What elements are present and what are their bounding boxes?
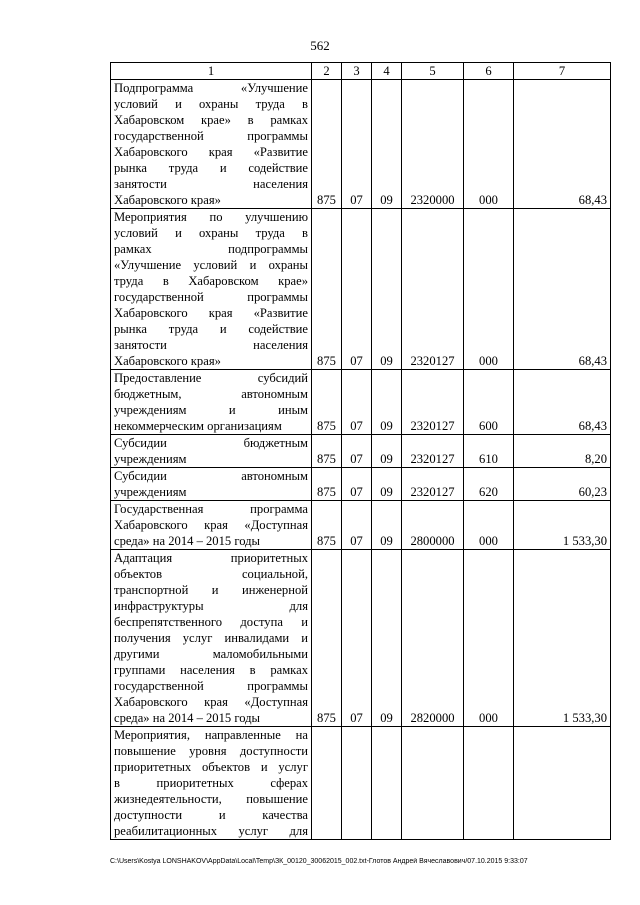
item-name-line: условий и охраны труда в (114, 97, 308, 111)
item-name-cell (111, 370, 312, 435)
ministry-code-cell: 875 (312, 80, 342, 209)
section-code-cell: 07 (342, 370, 372, 435)
item-name-line: Хабаровском крае» в рамках (114, 113, 308, 127)
ministry-code-cell: 875 (312, 435, 342, 468)
target-article-cell: 2320127 (402, 209, 464, 370)
item-name-line: транспортной и инженерной (114, 583, 308, 597)
item-name-line: Хабаровского края «Развитие (114, 306, 308, 320)
table-row (111, 435, 611, 468)
item-name-line: другими маломобильными (114, 647, 308, 661)
item-name-cell (111, 435, 312, 468)
item-name-line: в приоритетных сферах (114, 776, 308, 790)
expense-type-cell: 610 (464, 435, 514, 468)
expense-type-cell: 600 (464, 370, 514, 435)
item-name-cell (111, 80, 312, 209)
ministry-code-cell: 875 (312, 501, 342, 550)
item-name-line: Хабаровского края» (114, 354, 221, 368)
item-name-line: учреждениям (114, 485, 187, 499)
table-row (111, 209, 611, 370)
item-name-line: группами населения в рамках (114, 663, 308, 677)
item-name-line: Мероприятия, направленные на (114, 728, 308, 742)
subsection-code-cell: 09 (372, 80, 402, 209)
budget-table (110, 62, 611, 840)
section-code-cell: 07 (342, 468, 372, 501)
amount-cell: 1 533,30 (514, 550, 611, 727)
item-name-cell (111, 209, 312, 370)
table-row (111, 727, 611, 840)
section-code-cell (342, 727, 372, 840)
expense-type-cell: 000 (464, 209, 514, 370)
item-name-line: Хабаровского края «Доступная (114, 695, 308, 709)
item-name-line: получения услуг инвалидами и (114, 631, 308, 645)
section-code-cell: 07 (342, 80, 372, 209)
table-header-row (111, 63, 611, 80)
item-name-line: занятости населения (114, 177, 308, 191)
header-cell: 2 (312, 63, 342, 80)
header-cell: 7 (514, 63, 611, 80)
subsection-code-cell: 09 (372, 435, 402, 468)
target-article-cell: 2820000 (402, 550, 464, 727)
item-name-line: государственной программы (114, 679, 308, 693)
subsection-code-cell: 09 (372, 501, 402, 550)
item-name-line: государственной программы (114, 290, 308, 304)
subsection-code-cell: 09 (372, 550, 402, 727)
item-name-line: доступности и качества (114, 808, 308, 822)
target-article-cell: 2320127 (402, 468, 464, 501)
subsection-code-cell: 09 (372, 468, 402, 501)
item-name-cell (111, 468, 312, 501)
item-name-line: жизнедеятельности, повышение (114, 792, 308, 806)
item-name-line: «Улучшение условий и охраны (114, 258, 308, 272)
expense-type-cell (464, 727, 514, 840)
item-name-line: рынка труда и содействие (114, 322, 308, 336)
header-cell: 1 (111, 63, 312, 80)
target-article-cell: 2320127 (402, 435, 464, 468)
subsection-code-cell: 09 (372, 209, 402, 370)
target-article-cell: 2320000 (402, 80, 464, 209)
item-name-line: учреждениям и иным (114, 403, 308, 417)
item-name-line: Мероприятия по улучшению (114, 210, 308, 224)
item-name-line: среда» на 2014 – 2015 годы (114, 534, 261, 548)
item-name-line: некоммерческим организациям (114, 419, 282, 433)
item-name-line: Хабаровского края «Доступная (114, 518, 308, 532)
item-name-line: рамках подпрограммы (114, 242, 308, 256)
amount-cell: 8,20 (514, 435, 611, 468)
ministry-code-cell: 875 (312, 550, 342, 727)
item-name-line: Подпрограмма «Улучшение (114, 81, 308, 95)
amount-cell: 68,43 (514, 209, 611, 370)
section-code-cell: 07 (342, 501, 372, 550)
ministry-code-cell (312, 727, 342, 840)
ministry-code-cell: 875 (312, 468, 342, 501)
section-code-cell: 07 (342, 550, 372, 727)
item-name-line: рынка труда и содействие (114, 161, 308, 175)
item-name-line: повышение уровня доступности (114, 744, 308, 758)
subsection-code-cell (372, 727, 402, 840)
table-row (111, 501, 611, 550)
item-name-cell (111, 550, 312, 727)
header-cell: 6 (464, 63, 514, 80)
item-name-line: учреждениям (114, 452, 187, 466)
item-name-line: беспрепятственного доступа и (114, 615, 308, 629)
item-name-cell (111, 501, 312, 550)
item-name-cell (111, 727, 312, 840)
item-name-line: Государственная программа (114, 502, 308, 516)
expense-type-cell: 000 (464, 80, 514, 209)
header-cell: 3 (342, 63, 372, 80)
item-name-line: реабилитационных услуг для (114, 824, 308, 838)
item-name-line: труда в Хабаровском крае» (114, 274, 308, 288)
amount-cell: 60,23 (514, 468, 611, 501)
item-name-line: государственной программы (114, 129, 308, 143)
amount-cell: 1 533,30 (514, 501, 611, 550)
amount-cell: 68,43 (514, 80, 611, 209)
item-name-line: условий и охраны труда в (114, 226, 308, 240)
page-number: 562 (310, 38, 330, 53)
item-name-line: занятости населения (114, 338, 308, 352)
ministry-code-cell: 875 (312, 209, 342, 370)
subsection-code-cell: 09 (372, 370, 402, 435)
item-name-line: объектов социальной, (114, 567, 308, 581)
target-article-cell (402, 727, 464, 840)
table-row (111, 468, 611, 501)
item-name-line: инфраструктуры для (114, 599, 308, 613)
header-cell: 5 (402, 63, 464, 80)
section-code-cell: 07 (342, 209, 372, 370)
amount-cell (514, 727, 611, 840)
item-name-line: Субсидии бюджетным (114, 436, 308, 450)
table-row (111, 80, 611, 209)
table-body (111, 80, 611, 840)
item-name-line: Адаптация приоритетных (114, 551, 308, 565)
expense-type-cell: 000 (464, 501, 514, 550)
item-name-line: Хабаровского края» (114, 193, 221, 207)
item-name-line: среда» на 2014 – 2015 годы (114, 711, 261, 725)
item-name-line: Хабаровского края «Развитие (114, 145, 308, 159)
header-cell: 4 (372, 63, 402, 80)
target-article-cell: 2800000 (402, 501, 464, 550)
item-name-line: Предоставление субсидий (114, 371, 308, 385)
table-row (111, 370, 611, 435)
item-name-line: бюджетным, автономным (114, 387, 308, 401)
table-row (111, 550, 611, 727)
item-name-line: Субсидии автономным (114, 469, 308, 483)
expense-type-cell: 620 (464, 468, 514, 501)
ministry-code-cell: 875 (312, 370, 342, 435)
target-article-cell: 2320127 (402, 370, 464, 435)
footer-file-path: C:\Users\Kostya LONSHAKOV\AppData\Local\Temp\ЗК_00120_30062015_002.txt-Глотов Андрей Вячеславович/07.10.2015 9:33:07 (110, 858, 528, 865)
amount-cell: 68,43 (514, 370, 611, 435)
section-code-cell: 07 (342, 435, 372, 468)
expense-type-cell: 000 (464, 550, 514, 727)
item-name-line: приоритетных объектов и услуг (114, 760, 308, 774)
